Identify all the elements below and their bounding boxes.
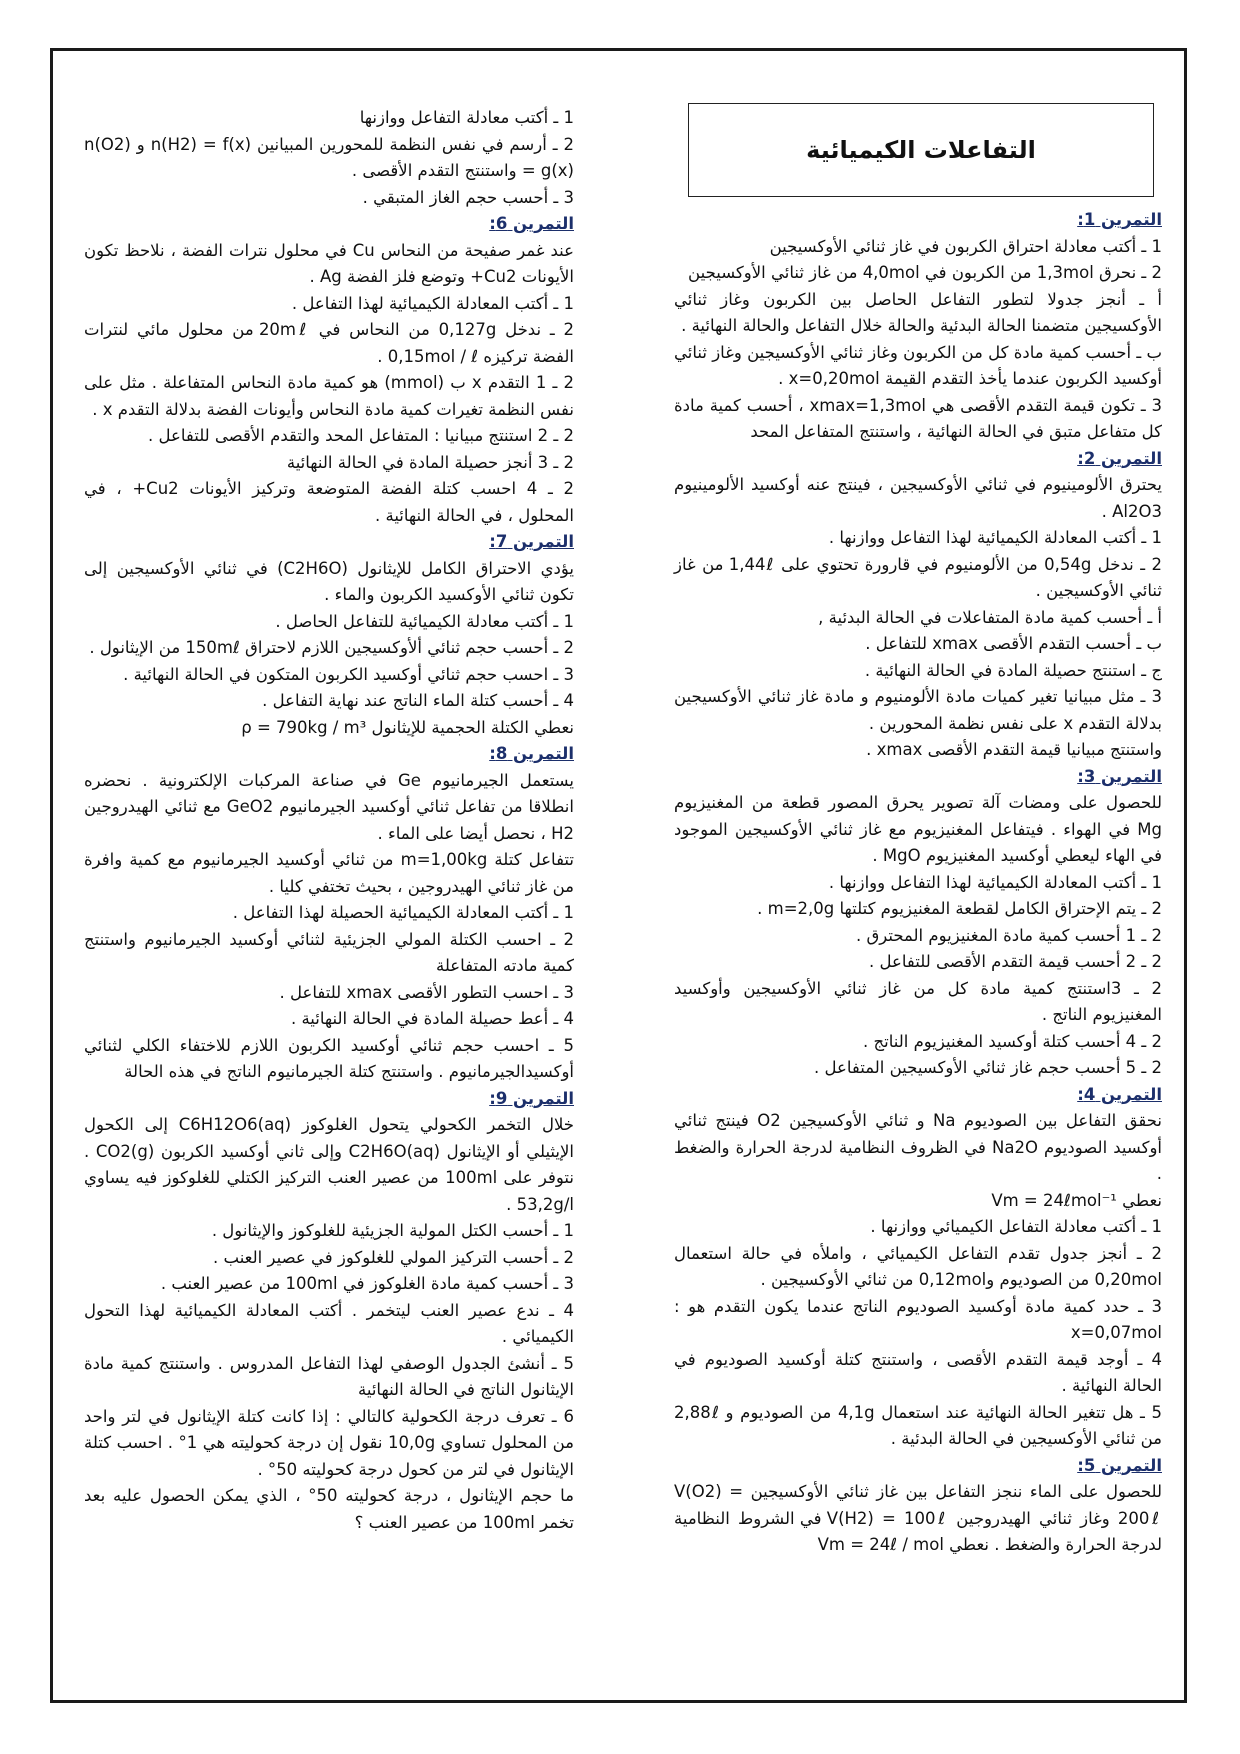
paragraph: 4 ـ أحسب كتلة الماء الناتج عند نهاية التفاعل . <box>262 691 574 710</box>
paragraph: 2 ـ 3 أنجز حصيلة المادة في الحالة النهائية <box>286 452 574 472</box>
paragraph: 2 ـ 2 أحسب قيمة التقدم الأقصى للتفاعل . <box>869 952 1162 971</box>
paragraph: 3 ـ مثل مبيانيا تغير كميات مادة الألومنيوم و مادة غاز ثنائي الأوكسيجين بدلالة التقدم x على نفس نظمة المحورين . <box>674 687 1162 733</box>
paragraph: يستعمل الجيرمانيوم Ge في صناعة المركبات الإلكترونية . نحضره انطلاقا من تفاعل ثنائي أوكسيد الجيرمانيوم GeO2 مع ثنائي الهيدروجين H2 ، نحصل أيضا على الماء . <box>84 770 574 843</box>
paragraph: 1 ـ أكتب المعادلة الكيميائية الحصيلة لهذا التفاعل . <box>232 903 574 922</box>
left-content <box>84 105 574 1536</box>
paragraph: 1 ـ أكتب معادلة احتراق الكربون في غاز ثنائي الأوكسيجين <box>769 236 1162 256</box>
paragraph: ما حجم الإيثانول ، درجة كحوليته 50° ، الذي يمكن الحصول عليه بعد تخمر 100ml من عصير العنب ؟ <box>84 1486 574 1532</box>
paragraph: 1 ـ أحسب الكتل المولية الجزيئية للغلوكوز والإيثانول . <box>211 1221 574 1240</box>
paragraph: 3 ـ احسب التطور الأقصى xmax للتفاعل . <box>279 982 574 1002</box>
paragraph: 5 ـ أنشئ الجدول الوصفي لهذا التفاعل المدروس . واستنتج كمية مادة الإيثانول الناتج في الحالة النهائية <box>84 1353 574 1399</box>
title-box <box>688 103 1154 197</box>
page-frame <box>50 48 1187 1703</box>
paragraph: نعطي الكتلة الحجمية للإيثانول ρ = 790kg / m³ <box>241 717 574 737</box>
paragraph: 4 ـ ندع عصير العنب ليتخمر . أكتب المعادلة الكيميائية لهذا التحول الكيميائي . <box>84 1300 574 1346</box>
paragraph: 6 ـ تعرف درجة الكحولية كالتالي : إذا كانت كتلة الإيثانول في لتر واحد من المحلول تساوي 10,0g نقول إن درجة كحوليته هي 1° . احسب كتلة الإيثانول في لتر من كحول درجة كحوليته 50° . <box>84 1406 574 1479</box>
paragraph: 1 ـ أكتب معادلة التفاعل الكيميائي ووازنها . <box>870 1217 1162 1236</box>
exercise-heading: التمرين 1: <box>1077 210 1162 229</box>
paragraph: 2 ـ أنجز جدول تقدم التفاعل الكيميائي ، واملأه في حالة استعمال 0,20mol من الصوديوم و0,12mol من ثنائي الأوكسيجين . <box>674 1243 1162 1289</box>
paragraph: 2 ـ 4 احسب كتلة الفضة المتوضعة وتركيز الأيونات Cu2+ ، في المحلول ، في الحالة النهائية . <box>84 479 574 525</box>
exercise-heading: التمرين 2: <box>1077 448 1162 468</box>
paragraph: 1 ـ أكتب المعادلة الكيميائية لهذا التفاعل ووازنها . <box>828 872 1162 892</box>
paragraph: أ ـ أحسب كمية مادة المتفاعلات في الحالة البدئية , <box>818 607 1162 627</box>
page-title: التفاعلات الكيميائية <box>806 135 1036 164</box>
paragraph: واستنتج مبيانيا قيمة التقدم الأقصى xmax . <box>866 740 1162 759</box>
paragraph: 3 ـ حدد كمية مادة أوكسيد الصوديوم الناتج عندما يكون التقدم هو : x=0,07mol <box>674 1296 1162 1342</box>
paragraph: 2 ـ 2 استنتج مبيانيا : المتفاعل المحد والتقدم الأقصى للتفاعل . <box>148 426 574 445</box>
paragraph: 2 ـ 1 التقدم x ب (mmol) هو كمية مادة النحاس المتفاعلة . مثل على نفس النظمة تغيرات كمية مادة النحاس وأيونات الفضة بدلالة التقدم x . <box>84 373 574 419</box>
paragraph: ج ـ استنتج حصيلة المادة في الحالة النهائية . <box>864 660 1162 680</box>
paragraph: 2 ـ أحسب حجم ثنائي ألأوكسيجين اللازم لاحتراق 150mℓ من الإيثانول . <box>89 638 574 657</box>
left-column <box>84 105 574 1536</box>
paragraph: للحصول على ومضات آلة تصوير يحرق المصور قطعة من المغنيزيوم Mg في الهواء . فيتفاعل المغنيزيوم مع غاز ثنائي الأوكسيجين الموجود في الهاء ليعطي أوكسيد المغنيزيوم MgO . <box>674 793 1162 865</box>
exercise-heading: التمرين 9: <box>489 1088 574 1108</box>
paragraph: 3 ـ احسب حجم ثنائي أوكسيد الكربون المتكون في الحالة النهائية . <box>123 664 574 684</box>
paragraph: 1 ـ أكتب المعادلة الكيميائية لهذا التفاعل ووازنها . <box>828 528 1162 547</box>
right-content <box>674 207 1162 1559</box>
paragraph: 4 ـ أعط حصيلة المادة في الحالة النهائية . <box>290 1009 574 1028</box>
exercise-heading: التمرين 4: <box>1077 1084 1162 1104</box>
paragraph: 2 ـ احسب الكتلة المولي الجزيئية لثنائي أوكسيد الجيرمانيوم واستنتج كمية مادته المتفاعلة <box>84 929 574 975</box>
paragraph: 5 ـ هل تتغير الحالة النهائية عند استعمال 4,1g من الصوديوم و 2,88ℓ من ثنائي الأوكسيجين في الحالة البدئية . <box>674 1402 1162 1448</box>
paragraph: 4 ـ أوجد قيمة التقدم الأقصى ، واستنتج كتلة أوكسيد الصوديوم في الحالة النهائية . <box>674 1349 1162 1395</box>
paragraph: خلال التخمر الكحولي يتحول الغلوكوز C6H12O6(aq) إلى الكحول الإيثيلي أو الإيثانول C2H6O(aq) وإلى ثاني أوكسيد الكربون CO2(g) . نتوفر على 100ml من عصير العنب التركيز الكتلي للغلوكوز فيه يساوي 53,2g/l . <box>84 1115 574 1214</box>
paragraph: 1 ـ أكتب معادلة التفاعل ووازنها <box>359 108 574 127</box>
paragraph: 3 ـ أحسب كمية مادة الغلوكوز في 100ml من عصير العنب . <box>160 1274 574 1293</box>
paragraph: 2 ـ يتم الإحتراق الكامل لقطعة المغنيزيوم كتلتها m=2,0g . <box>757 899 1162 918</box>
paragraph: 2 ـ 4 أحسب كتلة أوكسيد المغنيزيوم الناتج . <box>862 1031 1162 1051</box>
paragraph: 3 ـ تكون قيمة التقدم الأقصى هي xmax=1,3mol ، أحسب كمية مادة كل متفاعل متبق في الحالة النهائية ، واستنتج المتفاعل المحد <box>674 395 1163 441</box>
paragraph: 2 ـ 1 أحسب كمية مادة المغنيزيوم المحترق . <box>855 925 1162 945</box>
paragraph: 1 ـ أكتب المعادلة الكيميائية لهذا التفاعل . <box>291 293 574 313</box>
paragraph: 2 ـ ندخل 0,127g من النحاس في 20mℓ من محلول مائي لنترات الفضة تركيزه 0,15mol / ℓ . <box>84 320 574 366</box>
paragraph: 1 ـ أكتب معادلة الكيميائية للتفاعل الحاصل . <box>275 611 574 631</box>
paragraph: 5 ـ احسب حجم ثنائي أوكسيد الكربون اللازم للاختفاء الكلي لثنائي أوكسيدالجيرمانيوم . واستنتج كتلة الجيرمانيوم الناتج في هذه الحالة <box>84 1035 574 1081</box>
paragraph: 2 ـ 3استنتج كمية مادة كل من غاز ثنائي الأوكسيجين وأوكسيد المغنيزيوم الناتج . <box>674 978 1163 1024</box>
right-column <box>674 59 1162 1559</box>
paragraph: للحصول على الماء ننجز التفاعل بين غاز ثنائي الأوكسيجين V(O2) = 200ℓ وغاز ثنائي الهيدروجين V(H2) = 100ℓ في الشروط النظامية لدرجة الحرارة والضغط . نعطي Vm = 24ℓ / mol <box>674 1482 1163 1554</box>
paragraph: أ ـ أنجز جدولا لتطور التفاعل الحاصل بين الكربون وغاز ثنائي الأوكسيجين متضمنا الحالة البدئية والحالة خلال التفاعل والحالة النهائية . <box>674 289 1162 335</box>
paragraph: يحترق الألومينيوم في ثنائي الأوكسيجين ، فينتج عنه أوكسيد الألومينيوم Al2O3 . <box>674 475 1162 521</box>
paragraph: نحقق التفاعل بين الصوديوم Na و ثنائي الأوكسيجين O2 فينتج ثنائي أوكسيد الصوديوم Na2O في الظروف النظامية لدرجة الحرارة والضغط . <box>674 1111 1162 1183</box>
paragraph: عند غمر صفيحة من النحاس Cu في محلول نترات الفضة ، نلاحظ تكون الأيونات Cu2+ وتوضع فلز الفضة Ag . <box>84 240 574 286</box>
paragraph: 2 ـ أرسم في نفس النظمة للمحورين المبيانين n(H2) = f(x) و n(O2) = g(x) واستنتج التقدم الأقصى . <box>84 134 574 180</box>
exercise-heading: التمرين 6: <box>489 214 574 233</box>
paragraph: ب ـ أحسب التقدم الأقصى xmax للتفاعل . <box>865 634 1162 653</box>
paragraph: يؤدي الاحتراق الكامل للإيثانول (C2H6O) في ثنائي الأوكسيجين إلى تكون ثنائي الأوكسيد الكربون والماء . <box>84 558 574 604</box>
exercise-heading: التمرين 5: <box>1077 1455 1162 1475</box>
paragraph: تتفاعل كتلة m=1,00kg من ثنائي أوكسيد الجيرمانيوم مع كمية وافرة من غاز ثنائي الهيدروجين ، بحيث تختفي كليا . <box>84 850 575 896</box>
paragraph: 2 ـ أحسب التركيز المولي للغلوكوز في عصير العنب . <box>213 1247 574 1267</box>
paragraph: 2 ـ 5 أحسب حجم غاز ثنائي الأوكسيجين المتفاعل . <box>814 1058 1162 1077</box>
paragraph: نعطي Vm = 24ℓmol⁻¹ <box>991 1190 1162 1210</box>
exercise-heading: التمرين 8: <box>489 744 574 763</box>
paragraph: 2 ـ نحرق 1,3mol من الكربون في 4,0mol من غاز ثنائي الأوكسيجين <box>688 263 1162 282</box>
paragraph: ب ـ أحسب كمية مادة كل من الكربون وغاز ثنائي الأوكسيجين وغاز ثنائي أوكسيد الكربون عندما يأخذ التقدم القيمة x=0,20mol . <box>674 342 1162 388</box>
exercise-heading: التمرين 3: <box>1077 766 1162 786</box>
paragraph: 3 ـ أحسب حجم الغاز المتبقي . <box>362 187 574 207</box>
exercise-heading: التمرين 7: <box>489 532 574 551</box>
paragraph: 2 ـ ندخل 0,54g من الألومنيوم في قارورة تحتوي على 1,44ℓ من غاز ثنائي الأوكسيجين . <box>674 554 1162 600</box>
